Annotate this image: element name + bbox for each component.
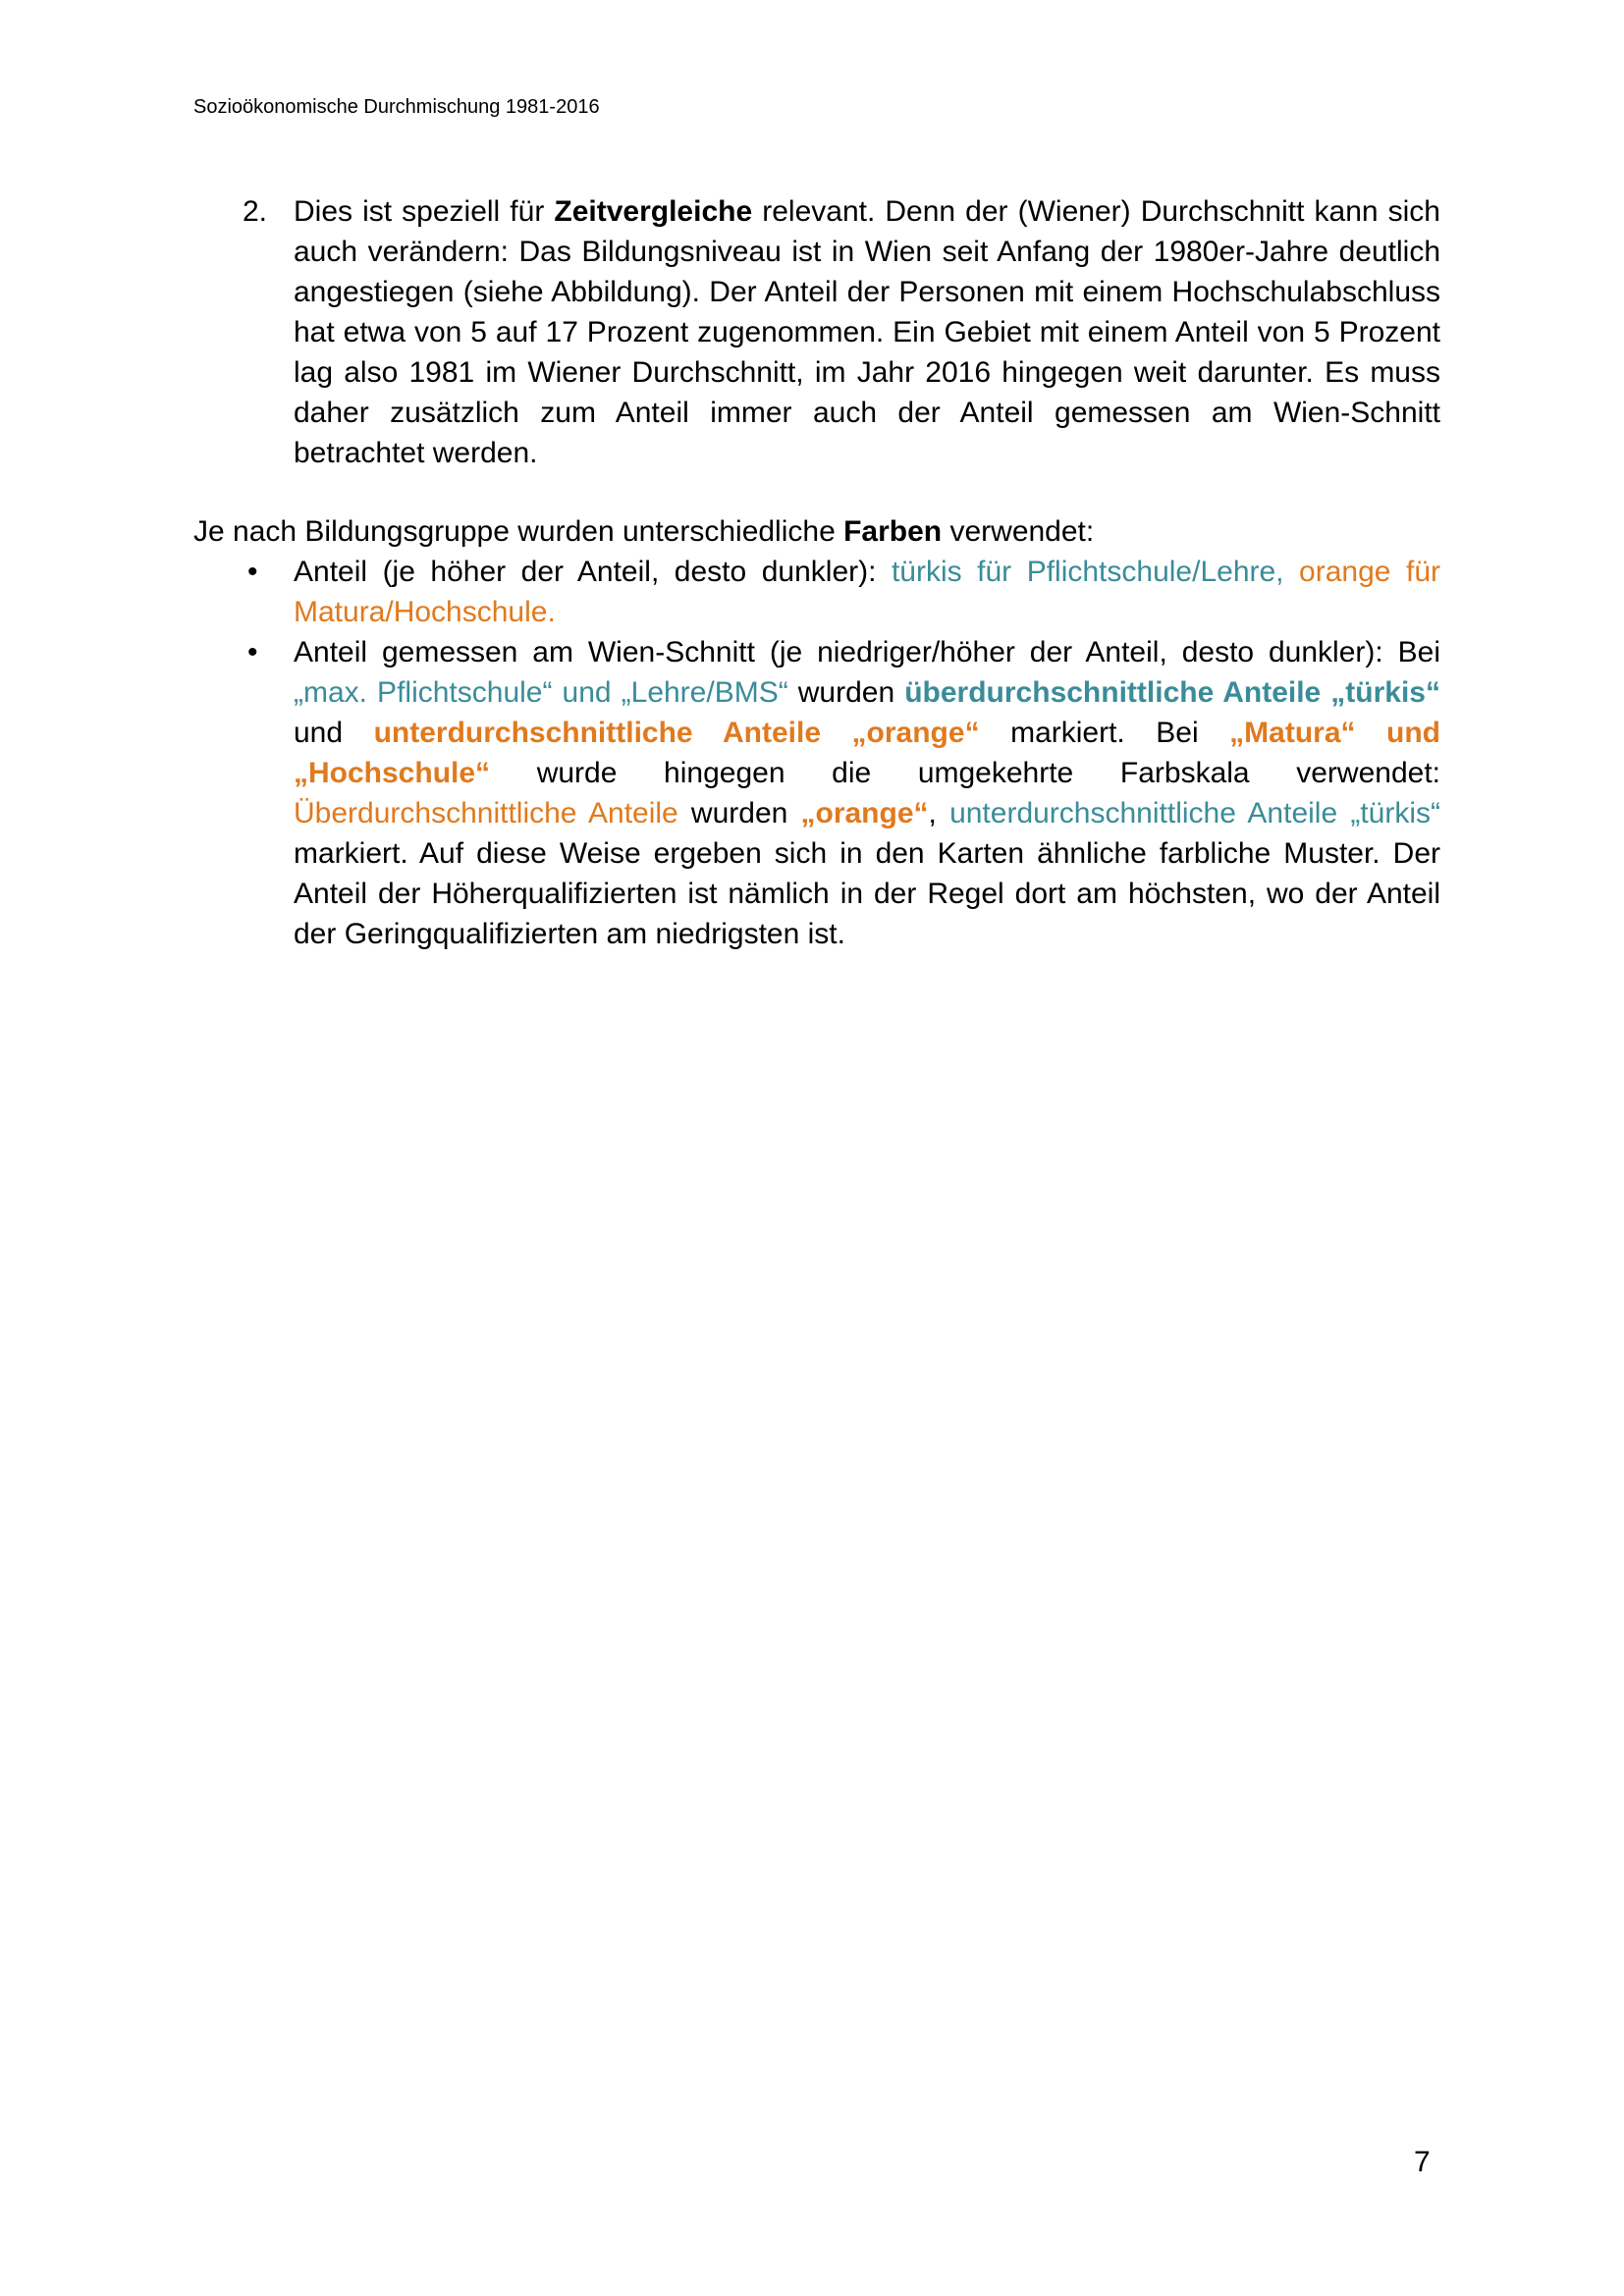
page-number: 7 xyxy=(1414,2146,1431,2178)
bullet-item-2 xyxy=(193,632,1440,954)
text-run: markiert. Auf diese Weise ergeben sich in den Karten ähnliche farbliche Muster. Der Anteil der Höherqualifizierten ist nämlich in der Regel dort am höchsten, wo der Anteil der Geringqualifizierten am niedrigsten ist. xyxy=(294,837,1440,950)
running-header: Sozioökonomische Durchmischung 1981-2016 xyxy=(193,96,600,118)
text-run: markiert. Bei xyxy=(979,717,1230,749)
text-run xyxy=(1284,556,1300,588)
text-run: und xyxy=(294,717,374,749)
bold-term-zeitvergleiche: Zeitvergleiche xyxy=(554,195,753,228)
turkis-bold-text: überdurchschnittliche Anteile „türkis“ xyxy=(904,676,1440,709)
text-run: wurden xyxy=(787,676,905,709)
bullet-item-1 xyxy=(193,552,1440,632)
bullet-marker: • xyxy=(247,636,258,668)
turkis-text: unterdurchschnittliche Anteile „türkis“ xyxy=(949,797,1440,829)
text-run: Anteil (je höher der Anteil, desto dunkler): xyxy=(294,556,892,588)
text-run: Anteil gemessen am Wien-Schnitt (je niedriger/höher der Anteil, desto dunkler): Bei xyxy=(294,636,1440,668)
text-run: Je nach Bildungsgruppe wurden unterschiedliche xyxy=(193,515,844,548)
bullet-marker: • xyxy=(247,556,258,588)
numbered-item-2 xyxy=(193,191,1440,473)
item-number: 2. xyxy=(243,195,268,228)
text-run: wurde hingegen die umgekehrte Farbskala verwendet: xyxy=(490,757,1440,789)
orange-text: orange für Matura/Hochschule. xyxy=(294,556,1440,628)
text-run: Dies ist speziell für xyxy=(294,195,555,228)
bold-term-farben: Farben xyxy=(843,515,943,548)
turkis-text: „max. Pflichtschule“ und „Lehre/BMS“ xyxy=(294,676,788,709)
turkis-text: türkis für Pflichtschule/Lehre, xyxy=(891,556,1284,588)
colors-intro-paragraph xyxy=(193,511,1440,552)
text-run: wurden xyxy=(677,797,801,829)
text-run: , xyxy=(928,797,950,829)
text-run: relevant. Denn der (Wiener) Durchschnitt kann sich auch verändern: Das Bildungsniveau ist in Wien seit Anfang der 1980er-Jahre deutlich angestiegen (siehe Abbildung). Der Anteil der Personen mit einem Hochschulabschluss hat etwa von 5 auf 17 Prozent zugenommen. Ein Gebiet mit einem Anteil von 5 Prozent lag also 1981 im Wiener Durchschnitt, im Jahr 2016 hingegen weit darunter. Es muss daher zusätzlich zum Anteil immer auch der Anteil gemessen am Wien-Schnitt betrachtet werden. xyxy=(294,195,1440,469)
orange-bold-text: „orange“ xyxy=(800,797,929,829)
orange-bold-text: unterdurchschnittliche Anteile „orange“ xyxy=(373,717,980,749)
orange-text: Überdurchschnittliche Anteile xyxy=(294,797,678,829)
orange-bold-text: „Matura“ und „Hochschule“ xyxy=(294,717,1440,789)
text-run: verwendet: xyxy=(942,515,1095,548)
body-text xyxy=(193,191,1440,954)
